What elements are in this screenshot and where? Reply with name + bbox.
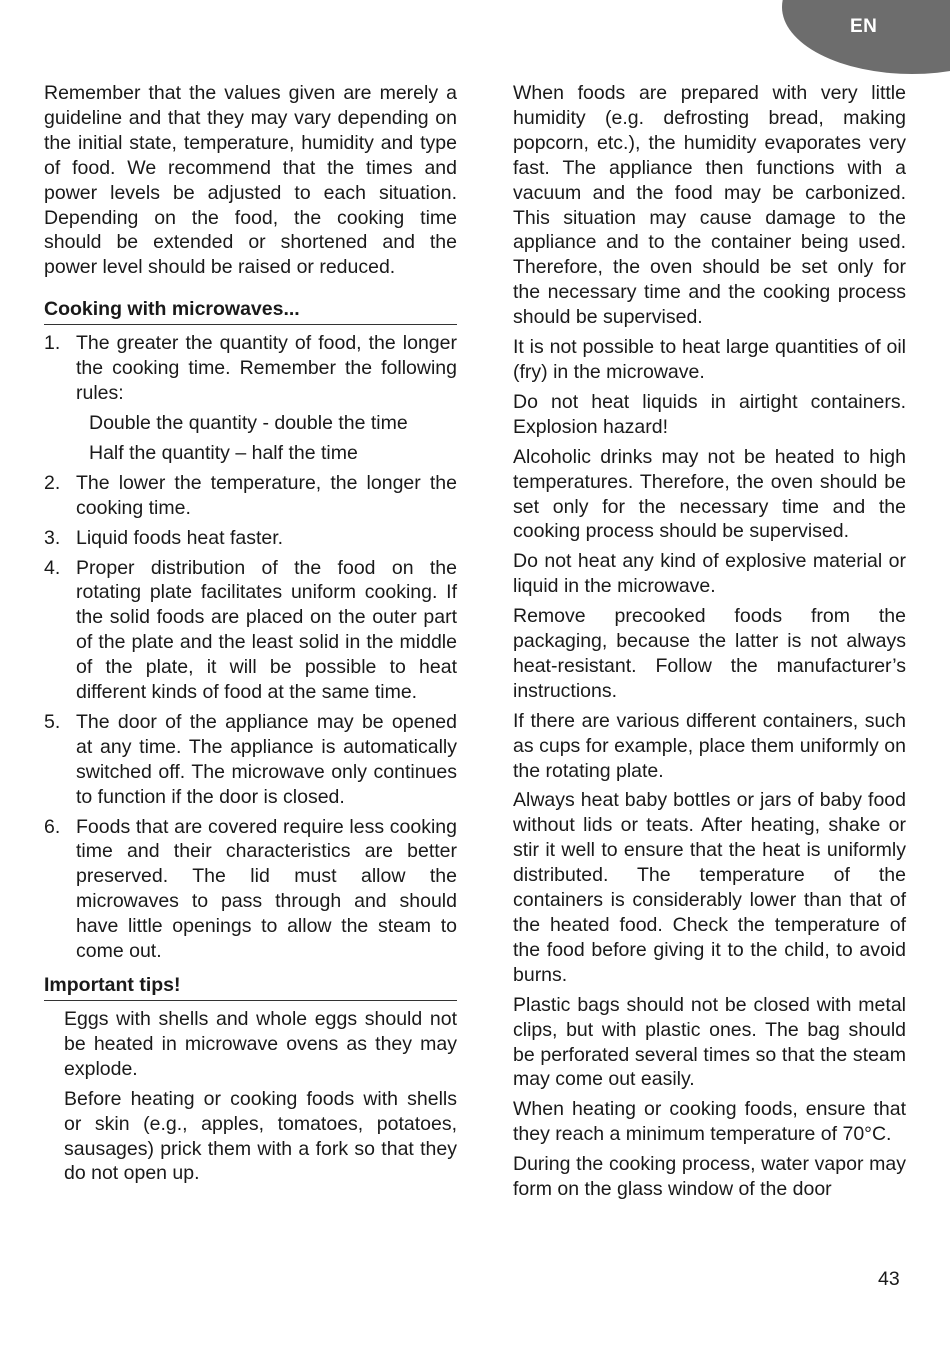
body-paragraph: Do not heat liquids in airtight containers. Explosion hazard! bbox=[513, 390, 906, 438]
list-number: 5. bbox=[44, 710, 61, 733]
list-item bbox=[44, 526, 457, 551]
body-paragraph: When foods are prepared with very little humidity (e.g. defrosting bread, making popcorn, etc.), the humidity evaporates very fast. The appliance then functions with a vacuum and the food may be carbonized. This situation may cause damage to the appliance and to the container being used. Therefore, the oven should be set only for the necessary time and the cooking process should be supervised. bbox=[513, 82, 906, 329]
tip-paragraph: Eggs with shells and whole eggs should not be heated in microwave ovens as they may explode. bbox=[64, 1008, 457, 1080]
body-paragraph: When heating or cooking foods, ensure that they reach a minimum temperature of 70°C. bbox=[513, 1098, 906, 1146]
intro-paragraph: Remember that the values given are merely a guideline and that they may vary depending on the initial state, temperature, humidity and type of food. We recommend that the times and power levels be adjusted to each situation. Depending on the food, the cooking time should be extended or shortened and the power level should be raised or reduced. bbox=[44, 82, 457, 279]
rule-line: Half the quantity – half the time bbox=[89, 441, 358, 464]
tips-heading: Important tips! bbox=[44, 973, 457, 1001]
body-paragraph: Remove precooked foods from the packaging, because the latter is not always heat-resistant. Follow the manufacturer’s instructions. bbox=[513, 605, 906, 702]
list-item bbox=[44, 710, 457, 810]
language-label: EN bbox=[850, 16, 878, 37]
body-paragraph: It is not possible to heat large quantities of oil (fry) in the microwave. bbox=[513, 336, 906, 383]
list-text: The greater the quantity of food, the longer the cooking time. Remember the following rules: bbox=[76, 332, 457, 405]
body-paragraph: Alcoholic drinks may not be heated to high temperatures. Therefore, the oven should be set only for the necessary time and the cooking process should be supervised. bbox=[513, 445, 906, 543]
right-column bbox=[513, 81, 906, 1207]
body-paragraph: Always heat baby bottles or jars of baby food without lids or teats. After heating, shake or stir it well to ensure that the heat is uniformly distributed. The temperature of the containers is considerably lower than that of the heated food. Check the temperature of the food before giving it to the child, to avoid burns. bbox=[513, 789, 906, 986]
list-number: 1. bbox=[44, 332, 61, 355]
page-number: 43 bbox=[878, 1268, 900, 1290]
body-paragraph: During the cooking process, water vapor may form on the glass window of the door bbox=[513, 1153, 906, 1201]
cooking-heading: Cooking with microwaves... bbox=[44, 297, 457, 325]
list-number: 3. bbox=[44, 526, 61, 549]
list-number: 4. bbox=[44, 556, 61, 579]
list-text: The lower the temperature, the longer the cooking time. bbox=[76, 471, 457, 519]
body-paragraph: Do not heat any kind of explosive material or liquid in the microwave. bbox=[513, 550, 906, 598]
list-item bbox=[44, 556, 457, 705]
rule-line: Double the quantity - double the time bbox=[89, 411, 408, 434]
list-item bbox=[44, 815, 457, 964]
list-item bbox=[44, 471, 457, 521]
body-paragraph: Plastic bags should not be closed with metal clips, but with plastic ones. The bag should be perforated several times so that the steam may come out easily. bbox=[513, 993, 906, 1091]
list-text: Proper distribution of the food on the rotating plate facilitates uniform cooking. If the solid foods are placed on the outer part of the plate and the least solid in the middle of the plate, it will be possible to heat different kinds of food at the same time. bbox=[76, 556, 457, 704]
tip-paragraph: Before heating or cooking foods with shells or skin (e.g., apples, tomatoes, potatoes, sausages) prick them with a fork so that they do not open up. bbox=[64, 1087, 457, 1185]
list-number: 2. bbox=[44, 471, 61, 494]
rules-block bbox=[44, 411, 457, 466]
tips-list bbox=[44, 1007, 457, 1186]
list-item bbox=[44, 331, 457, 406]
cooking-list bbox=[44, 331, 457, 964]
list-text: Foods that are covered require less cooking time and their characteristics are better preserved. The lid must allow the microwaves to pass through and should have little openings to allow the steam to come out. bbox=[76, 815, 457, 963]
list-text: Liquid foods heat faster. bbox=[76, 526, 284, 549]
list-number: 6. bbox=[44, 815, 61, 838]
left-column bbox=[44, 81, 457, 1191]
list-text: The door of the appliance may be opened at any time. The appliance is automatically switched off. The microwave only continues to function if the door is closed. bbox=[76, 710, 457, 808]
body-paragraph: If there are various different containers, such as cups for example, place them uniformly on the rotating plate. bbox=[513, 709, 906, 782]
